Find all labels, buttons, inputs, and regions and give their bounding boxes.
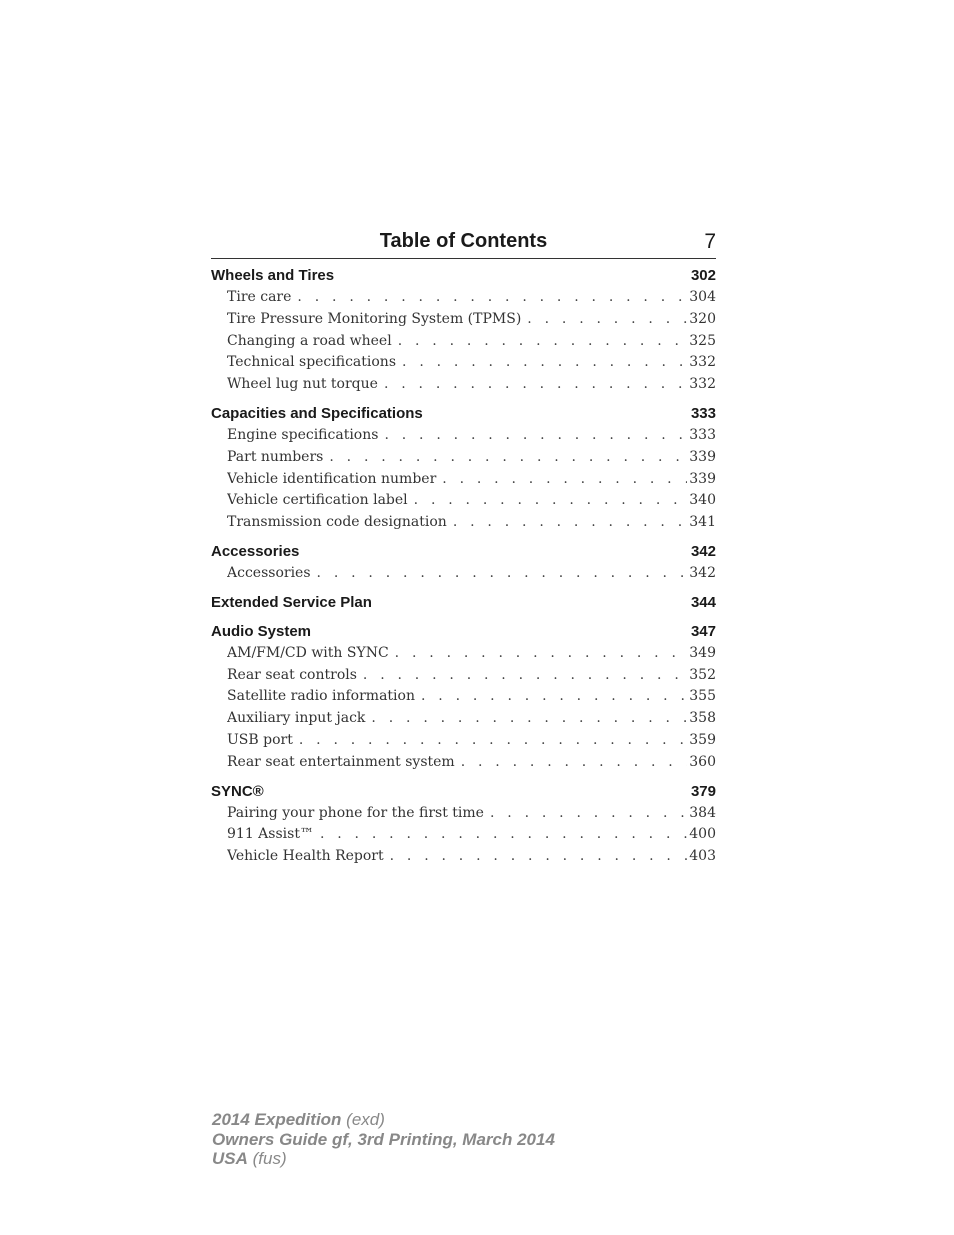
dot-leader [299, 730, 687, 752]
toc-entry[interactable] [227, 563, 716, 585]
entry-page-number: 339 [689, 448, 716, 465]
entry-page-number: 341 [689, 514, 716, 531]
entry-label: Technical specifications [227, 354, 397, 371]
entry-label: Auxiliary input jack [227, 710, 366, 727]
toc-section [211, 621, 716, 774]
entry-page-number: 349 [689, 644, 716, 661]
dot-leader [384, 374, 687, 396]
section-page-number: 347 [690, 622, 716, 640]
footer-guide-info: Owners Guide gf, 3rd Printing, March 2014 [212, 1129, 555, 1149]
toc-entry[interactable] [227, 309, 716, 331]
section-title: Audio System [211, 622, 312, 640]
dot-leader [363, 665, 687, 687]
section-heading[interactable] [211, 592, 716, 614]
dot-leader [453, 512, 687, 534]
dot-leader [442, 469, 687, 491]
toc-section [211, 592, 716, 614]
entry-page-number: 320 [689, 310, 716, 327]
dot-leader [398, 331, 688, 353]
footer-line-2 [212, 1130, 555, 1150]
entry-label: USB port [227, 731, 293, 748]
toc-entry[interactable] [227, 374, 716, 396]
dot-leader [461, 752, 688, 774]
dot-leader [320, 824, 687, 846]
dot-leader [390, 846, 688, 868]
toc-entry[interactable] [227, 686, 716, 708]
dot-leader [402, 352, 687, 374]
footer-region-code: (fus) [252, 1149, 287, 1168]
page-title: Table of Contents [379, 230, 548, 252]
section-heading[interactable] [211, 621, 716, 643]
entry-label: Accessories [227, 564, 311, 581]
dot-leader [421, 686, 687, 708]
section-page-number: 342 [690, 542, 716, 560]
toc-entry[interactable] [227, 352, 716, 374]
entry-label: Pairing your phone for the first time [227, 804, 484, 821]
section-title: Capacities and Specifications [211, 404, 423, 422]
section-heading[interactable] [211, 541, 716, 563]
toc-entry[interactable] [227, 803, 716, 825]
toc-entry[interactable] [227, 469, 716, 491]
footer-model-code: (exd) [346, 1110, 385, 1129]
entry-page-number: 332 [689, 354, 716, 371]
section-page-number: 333 [690, 404, 716, 422]
entry-label: Changing a road wheel [227, 332, 392, 349]
entry-page-number: 340 [689, 492, 716, 509]
entry-label: Rear seat controls [227, 666, 357, 683]
dot-leader [414, 490, 688, 512]
dot-leader [490, 803, 687, 825]
dot-leader [371, 708, 687, 730]
footer-model: 2014 Expedition [212, 1110, 342, 1129]
entry-page-number: 325 [689, 332, 716, 349]
entry-label: Rear seat entertainment system [227, 753, 455, 770]
toc-entry[interactable] [227, 425, 716, 447]
section-title: SYNC® [211, 782, 264, 800]
entry-label: Tire care [227, 289, 292, 305]
entry-label: Satellite radio information [227, 688, 415, 705]
entry-label: Vehicle identification number [227, 470, 437, 487]
entry-page-number: 359 [689, 731, 716, 748]
toc-section [211, 781, 716, 868]
toc-entry[interactable] [227, 730, 716, 752]
toc-entry[interactable] [227, 846, 716, 868]
footer-line-1 [212, 1110, 555, 1130]
section-title: Wheels and Tires [211, 267, 335, 284]
section-heading[interactable] [211, 403, 716, 425]
section-page-number: 344 [690, 593, 716, 611]
entry-label: Transmission code designation [227, 514, 447, 531]
toc-entry[interactable] [227, 824, 716, 846]
dot-leader [395, 643, 688, 665]
entry-label: Part numbers [227, 448, 324, 465]
toc-entry[interactable] [227, 643, 716, 665]
dot-leader [317, 563, 688, 585]
toc-entry[interactable] [227, 512, 716, 534]
section-title: Accessories [211, 542, 300, 560]
entry-page-number: 358 [689, 710, 716, 727]
page-number: 7 [704, 230, 716, 253]
toc-entry[interactable] [227, 287, 716, 309]
toc-entry[interactable] [227, 665, 716, 687]
entry-page-number: 352 [689, 666, 716, 683]
toc-entry[interactable] [227, 490, 716, 512]
dot-leader [527, 309, 687, 331]
toc-entry[interactable] [227, 447, 716, 469]
footer-line-3 [212, 1149, 555, 1169]
entry-label: Wheel lug nut torque [227, 376, 378, 393]
dot-leader [384, 425, 687, 447]
section-heading[interactable] [211, 781, 716, 803]
entry-page-number: 384 [689, 804, 716, 821]
entry-page-number: 360 [689, 753, 716, 770]
entry-page-number: 342 [689, 564, 716, 581]
entry-page-number: 400 [689, 826, 716, 843]
entry-page-number: 339 [689, 470, 716, 487]
entry-page-number: 304 [689, 289, 716, 305]
toc-entry[interactable] [227, 752, 716, 774]
section-heading[interactable] [211, 265, 716, 287]
entry-label: Vehicle Health Report [227, 848, 384, 865]
entry-page-number: 355 [689, 688, 716, 705]
page-header [211, 228, 716, 259]
entry-label: Vehicle certification label [227, 492, 408, 509]
entry-label: 911 Assist™ [227, 826, 314, 843]
entry-label: Tire Pressure Monitoring System (TPMS) [227, 310, 522, 327]
section-title: Extended Service Plan [211, 593, 372, 611]
toc-entry[interactable] [227, 331, 716, 353]
footer [212, 1110, 555, 1169]
entry-page-number: 403 [689, 848, 716, 865]
toc-entry[interactable] [227, 708, 716, 730]
toc-section [211, 265, 716, 396]
table-of-contents [211, 265, 716, 875]
toc-section [211, 403, 716, 534]
entry-page-number: 332 [689, 376, 716, 393]
section-page-number: 379 [690, 782, 716, 800]
entry-label: Engine specifications [227, 426, 379, 443]
dot-leader [297, 287, 687, 309]
entry-page-number: 333 [689, 426, 716, 443]
section-page-number: 302 [690, 267, 716, 284]
toc-section [211, 541, 716, 585]
entry-label: AM/FM/CD with SYNC [227, 644, 389, 661]
dot-leader [329, 447, 687, 469]
footer-region: USA [212, 1149, 248, 1168]
